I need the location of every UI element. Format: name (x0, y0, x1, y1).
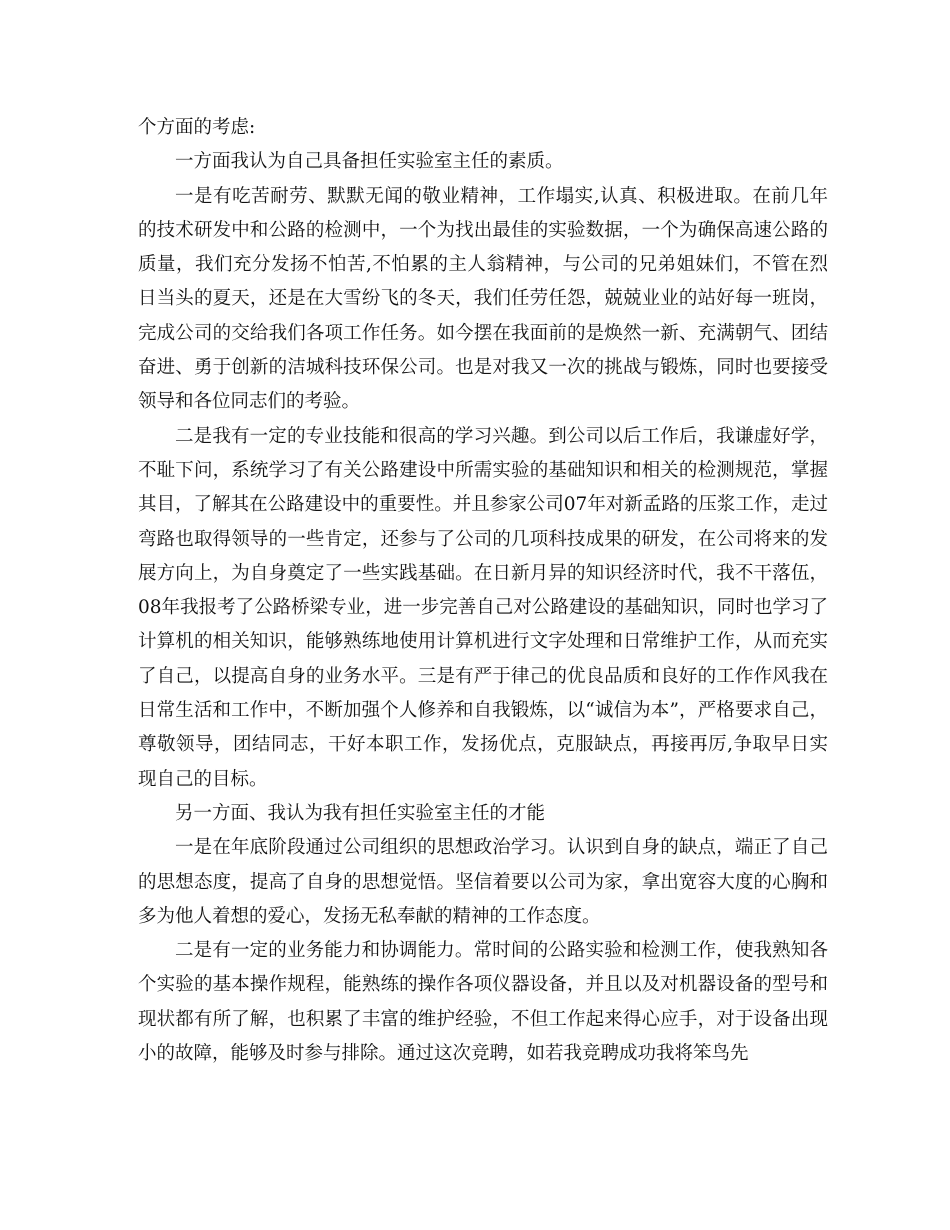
paragraph-7: 二是有一定的业务能力和协调能力。常时间的公路实验和检测工作，使我熟知各个实验的基本操作规程，能熟练的操作各项仪器设备，并且以及对机器设备的型号和现状都有所了解，也积累了丰富的维护经验，不但工作起来得心应手，对于设备出现小的故障，能够及时参与排除。通过这次竞聘，如若我竞聘成功我将笨鸟先 (138, 940, 828, 1065)
paragraph-6: 一是在年底阶段通过公司组织的思想政治学习。认识到自身的缺点，端正了自己的思想态度，提高了自身的思想觉悟。坚信着要以公司为家，拿出宽容大度的心胸和多为他人着想的爱心，发扬无私奉献的精神的工作态度。 (138, 837, 828, 927)
document-body (138, 111, 828, 1071)
paragraph-5: 另一方面、我认为我有担任实验室主任的才能 (175, 802, 546, 824)
paragraph-3: 一是有吃苦耐劳、默默无闻的敬业精神，工作塌实,认真、积极进取。在前几年的技术研发中和公路的检测中，一个为找出最佳的实验数据，一个为确保高速公路的质量，我们充分发扬不怕苦,不怕累的主人翁精神，与公司的兄弟姐妹们，不管在烈日当头的夏天，还是在大雪纷飞的冬天，我们任劳任怨，兢兢业业的站好每一班岗，完成公司的交给我们各项工作任务。如今摆在我面前的是焕然一新、充满朝气、团结奋进、勇于创新的洁城科技环保公司。也是对我又一次的挑战与锻炼，同时也要接受领导和各位同志们的考验。 (138, 185, 828, 413)
paragraph-1: 个方面的考虑: (138, 117, 256, 138)
paragraph-2: 一方面我认为自己具备担任实验室主任的素质。 (175, 151, 564, 173)
paragraph-4: 二是我有一定的专业技能和很高的学习兴趣。到公司以后工作后，我谦虚好学，不耻下问，系统学习了有关公路建设中所需实验的基础知识和相关的检测规范，掌握其目，了解其在公路建设中的重要性。并且参家公司07年对新孟路的压浆工作，走过弯路也取得领导的一些肯定，还参与了公司的几项科技成果的研发，在公司将来的发展方向上，为自身奠定了一些实践基础。在日新月异的知识经济时代，我不干落伍，08年我报考了公路桥梁专业，进一步完善自己对公路建设的基础知识，同时也学习了计算机的相关知识，能够熟练地使用计算机进行文字处理和日常维护工作，从而充实了自己，以提高自身的业务水平。三是有严于律己的优良品质和良好的工作作风我在日常生活和工作中，不断加强个人修养和自我锻炼，以“诚信为本”，严格要求自己，尊敬领导，团结同志，干好本职工作，发扬优点，克服缺点，再接再厉,争取早日实现自己的目标。 (138, 425, 828, 790)
